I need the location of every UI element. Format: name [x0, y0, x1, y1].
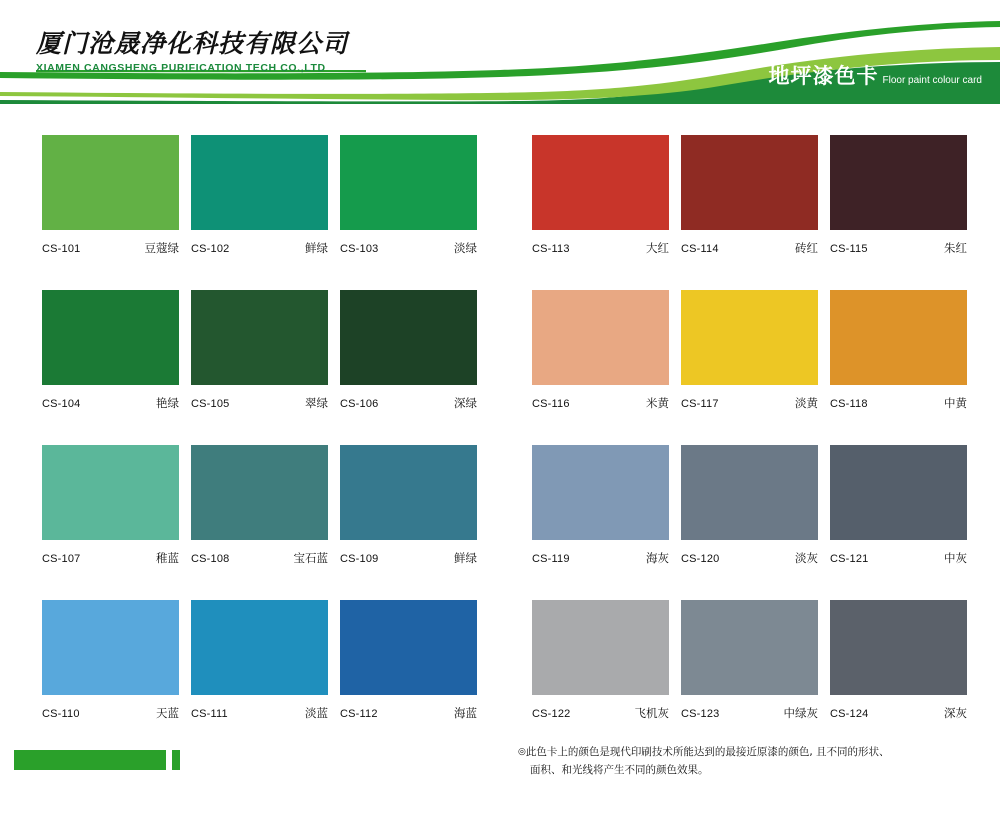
swatch-name: 大红 [646, 241, 669, 255]
colour-chip [191, 600, 328, 695]
swatch-name: 米黄 [646, 396, 669, 410]
document-title [769, 66, 983, 87]
swatch-name: 淡绿 [454, 241, 477, 255]
company-identity [36, 30, 348, 74]
swatch-name: 中灰 [944, 551, 967, 565]
swatch-code: CS-115 [830, 243, 868, 255]
colour-chip [830, 290, 967, 385]
footnote [518, 744, 988, 779]
swatch-name: 淡灰 [795, 551, 818, 565]
swatch-code: CS-101 [42, 243, 81, 255]
swatch-cell [191, 445, 328, 566]
colour-chip [830, 600, 967, 695]
footnote-line-1: 此色卡上的颜色是现代印刷技术所能达到的最接近原漆的颜色, 且不同的形状、 [525, 746, 890, 759]
swatch-cell [191, 135, 328, 256]
swatch-caption [532, 395, 669, 411]
swatch-cell [340, 290, 477, 411]
swatch-code: CS-121 [830, 553, 869, 565]
colour-chip [830, 445, 967, 540]
colour-chip [681, 135, 818, 230]
swatch-name: 中绿灰 [783, 706, 818, 720]
swatch-code: CS-118 [830, 398, 868, 410]
colour-chip [340, 135, 477, 230]
swatch-code: CS-112 [340, 708, 378, 720]
swatch-code: CS-122 [532, 708, 571, 720]
swatch-code: CS-107 [42, 553, 81, 565]
swatch-caption [681, 550, 818, 566]
swatch-code: CS-119 [532, 553, 570, 565]
swatch-name: 海蓝 [454, 706, 477, 720]
footer-bar-segment-long [14, 750, 166, 770]
swatch-cell [681, 290, 818, 411]
swatch-cell [681, 135, 818, 256]
page-title-en: Floor paint colour card [882, 75, 982, 86]
swatch-caption [42, 395, 179, 411]
colour-chip [681, 290, 818, 385]
colour-chip [681, 600, 818, 695]
swatch-name: 中黄 [944, 396, 967, 410]
swatch-code: CS-116 [532, 398, 570, 410]
swatch-code: CS-104 [42, 398, 81, 410]
swatch-caption [532, 550, 669, 566]
swatch-cell [532, 445, 669, 566]
swatch-cell [191, 600, 328, 721]
swatch-cell [340, 135, 477, 256]
swatch-caption [340, 550, 477, 566]
swatch-code: CS-111 [191, 708, 228, 720]
colour-chip [532, 600, 669, 695]
swatch-cell [191, 290, 328, 411]
swatch-caption [532, 240, 669, 256]
swatch-code: CS-110 [42, 708, 80, 720]
page-header [0, 0, 1000, 105]
colour-chip [340, 600, 477, 695]
swatch-code: CS-106 [340, 398, 379, 410]
swatch-cell [42, 290, 179, 411]
colour-chip [42, 445, 179, 540]
swatch-caption [681, 395, 818, 411]
swatch-name: 朱红 [944, 241, 967, 255]
swatch-name: 翠绿 [305, 396, 328, 410]
swatch-code: CS-109 [340, 553, 379, 565]
colour-chip [191, 445, 328, 540]
swatch-caption [830, 395, 967, 411]
swatch-cell [830, 290, 967, 411]
swatch-name: 淡蓝 [305, 706, 328, 720]
swatch-cell [42, 600, 179, 721]
swatch-caption [830, 550, 967, 566]
colour-chip [830, 135, 967, 230]
swatch-name: 稚蓝 [156, 551, 179, 565]
company-name-cn: 厦门沧晟净化科技有限公司 [36, 29, 349, 58]
swatch-caption [191, 550, 328, 566]
swatch-caption [42, 550, 179, 566]
swatch-cell [532, 600, 669, 721]
footnote-marker-icon: ◎ [518, 747, 526, 758]
footer-green-bar [14, 750, 180, 770]
swatch-name: 天蓝 [156, 706, 179, 720]
colour-chip [42, 600, 179, 695]
colour-chip [340, 290, 477, 385]
swatch-caption [340, 395, 477, 411]
swatch-name: 砖红 [795, 241, 818, 255]
swatch-name: 深绿 [454, 396, 477, 410]
swatch-code: CS-102 [191, 243, 230, 255]
swatch-cell [532, 290, 669, 411]
colour-chip [42, 135, 179, 230]
swatch-cell [830, 600, 967, 721]
swatch-cell [340, 600, 477, 721]
colour-chip [42, 290, 179, 385]
colour-chip [532, 290, 669, 385]
swatch-name: 艳绿 [156, 396, 179, 410]
page-title-cn: 地坪漆色卡 [768, 64, 879, 88]
swatch-code: CS-124 [830, 708, 869, 720]
swatch-caption [42, 240, 179, 256]
colour-chip [532, 135, 669, 230]
swatch-cell [42, 135, 179, 256]
swatch-code: CS-108 [191, 553, 230, 565]
swatch-cell [830, 445, 967, 566]
swatch-name: 鲜绿 [305, 241, 328, 255]
swatch-cell [681, 445, 818, 566]
swatch-name: 淡黄 [795, 396, 818, 410]
swatch-name: 鲜绿 [454, 551, 477, 565]
swatch-code: CS-105 [191, 398, 230, 410]
swatch-caption [681, 240, 818, 256]
footer-bar-segment-short [172, 750, 180, 770]
swatch-name: 飞机灰 [634, 706, 669, 720]
swatch-name: 宝石蓝 [293, 551, 328, 565]
swatch-caption [340, 705, 477, 721]
swatch-caption [191, 240, 328, 256]
swatch-name: 深灰 [944, 706, 967, 720]
swatch-cell [681, 600, 818, 721]
swatch-caption [532, 705, 669, 721]
colour-chip [191, 290, 328, 385]
swatch-cell [830, 135, 967, 256]
swatch-code: CS-103 [340, 243, 379, 255]
swatch-caption [830, 705, 967, 721]
swatch-caption [42, 705, 179, 721]
colour-chip [532, 445, 669, 540]
footnote-line-2: 面积、和光线将产生不同的颜色效果。 [530, 763, 709, 776]
company-name-en: XIAMEN CANGSHENG PURIFICATION TECH CO.,LTD [36, 61, 326, 74]
swatch-name: 海灰 [646, 551, 669, 565]
swatch-code: CS-117 [681, 398, 719, 410]
swatch-cell [42, 445, 179, 566]
swatch-name: 豆蔻绿 [144, 241, 179, 255]
colour-chip [681, 445, 818, 540]
swatch-code: CS-113 [532, 243, 570, 255]
swatch-cell [340, 445, 477, 566]
swatch-caption [191, 705, 328, 721]
colour-chip [191, 135, 328, 230]
swatch-code: CS-114 [681, 243, 719, 255]
swatch-cell [532, 135, 669, 256]
swatch-caption [191, 395, 328, 411]
swatch-code: CS-120 [681, 553, 720, 565]
swatch-caption [830, 240, 967, 256]
colour-chip [340, 445, 477, 540]
swatch-caption [340, 240, 477, 256]
swatch-caption [681, 705, 818, 721]
swatch-code: CS-123 [681, 708, 720, 720]
